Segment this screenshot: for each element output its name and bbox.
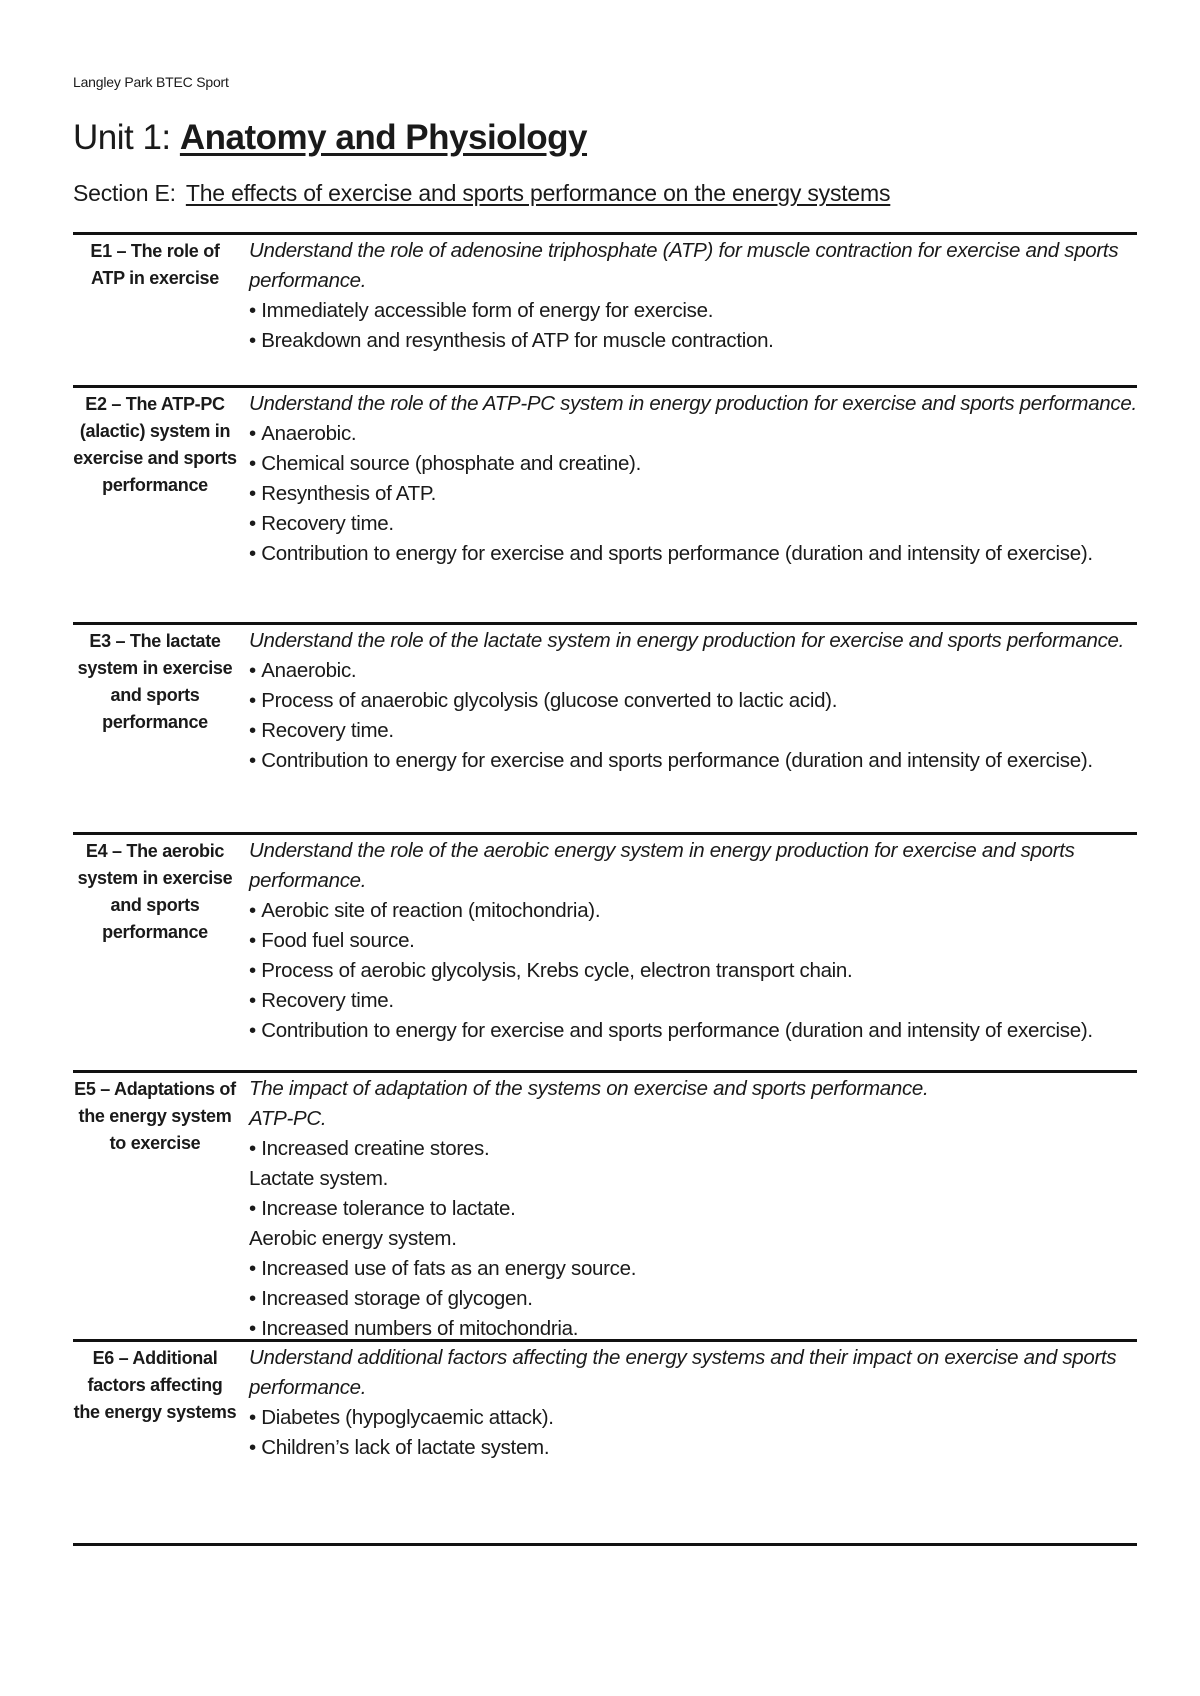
row-intro: Understand the role of the ATP-PC system in energy production for exercise and sports performance. <box>249 392 1137 415</box>
row-intro: The impact of adaptation of the systems on exercise and sports performance. <box>249 1077 929 1100</box>
bullet-item: • Increased numbers of mitochondria. <box>249 1314 1137 1344</box>
row-body <box>237 235 1137 385</box>
unit-prefix: Unit 1: <box>73 118 180 157</box>
bullet-item: • Aerobic site of reaction (mitochondria). <box>249 896 1137 926</box>
row-intro: Understand the role of adenosine triphosphate (ATP) for muscle contraction for exercise and sports performance. <box>249 239 1119 292</box>
bullet-item: • Chemical source (phosphate and creatine). <box>249 449 1137 479</box>
table-row-e3 <box>73 622 1137 832</box>
section-topic: The effects of exercise and sports performance on the energy systems <box>185 180 891 206</box>
bullet-item: • Increased use of fats as an energy source. <box>249 1254 1137 1284</box>
bullet-item: • Anaerobic. <box>249 419 1137 449</box>
row-body <box>237 388 1137 622</box>
bullet-item: • Children’s lack of lactate system. <box>249 1433 1137 1463</box>
table-row-e2 <box>73 385 1137 622</box>
row-code: E6 – Additional factors affecting the energy systems <box>73 1348 237 1422</box>
bullet-item: • Contribution to energy for exercise and sports performance (duration and intensity of exercise). <box>249 539 1137 569</box>
bullet-item: • Recovery time. <box>249 509 1137 539</box>
table-row-e4 <box>73 832 1137 1070</box>
bullet-item: • Diabetes (hypoglycaemic attack). <box>249 1403 1137 1433</box>
section-heading <box>73 177 890 209</box>
bullet-item: • Immediately accessible form of energy for exercise. <box>249 296 1137 326</box>
table-row-e5 <box>73 1070 1137 1339</box>
row-body <box>237 1342 1137 1539</box>
table-row-e6 <box>73 1339 1137 1539</box>
row-code: E2 – The ATP-PC (alactic) system in exercise and sports performance <box>73 394 237 495</box>
bullet-item: • Recovery time. <box>249 986 1137 1016</box>
bullet-item: • Recovery time. <box>249 716 1137 746</box>
subheading-lactate: Lactate system. <box>249 1167 389 1190</box>
row-intro: Understand the role of the lactate system in energy production for exercise and sports performance. <box>249 629 1125 652</box>
row-code: E3 – The lactate system in exercise and sports performance <box>77 631 233 732</box>
school-header: Langley Park BTEC Sport <box>73 74 229 90</box>
subheading-atp-pc: ATP-PC. <box>249 1107 327 1130</box>
bullet-item: • Increased creatine stores. <box>249 1134 1137 1164</box>
row-body <box>237 835 1137 1070</box>
row-code: E4 – The aerobic system in exercise and sports performance <box>77 841 233 942</box>
bullet-item: • Increased storage of glycogen. <box>249 1284 1137 1314</box>
row-code: E1 – The role of ATP in exercise <box>90 241 220 288</box>
bullet-item: • Process of aerobic glycolysis, Krebs cycle, electron transport chain. <box>249 956 1137 986</box>
section-prefix: Section E: <box>73 180 176 206</box>
table-row-e1 <box>73 232 1137 385</box>
row-code: E5 – Adaptations of the energy system to exercise <box>74 1079 236 1153</box>
table-bottom-rule <box>73 1543 1137 1546</box>
unit-title <box>73 116 587 160</box>
row-intro: Understand the role of the aerobic energy system in energy production for exercise and sports performance. <box>249 839 1075 892</box>
bullet-item: • Breakdown and resynthesis of ATP for muscle contraction. <box>249 326 1137 356</box>
unit-topic: Anatomy and Physiology <box>179 118 588 157</box>
bullet-item: • Food fuel source. <box>249 926 1137 956</box>
bullet-item: • Contribution to energy for exercise and sports performance (duration and intensity of exercise). <box>249 1016 1137 1046</box>
bullet-item: • Anaerobic. <box>249 656 1137 686</box>
content-table <box>73 232 1137 1539</box>
bullet-item: • Increase tolerance to lactate. <box>249 1194 1137 1224</box>
row-body <box>237 625 1137 832</box>
bullet-item: • Resynthesis of ATP. <box>249 479 1137 509</box>
subheading-aerobic: Aerobic energy system. <box>249 1227 457 1250</box>
row-body <box>237 1073 1137 1339</box>
bullet-item: • Process of anaerobic glycolysis (glucose converted to lactic acid). <box>249 686 1137 716</box>
bullet-item: • Contribution to energy for exercise and sports performance (duration and intensity of exercise). <box>249 746 1137 776</box>
row-intro: Understand additional factors affecting the energy systems and their impact on exercise and sports performance. <box>249 1346 1117 1399</box>
